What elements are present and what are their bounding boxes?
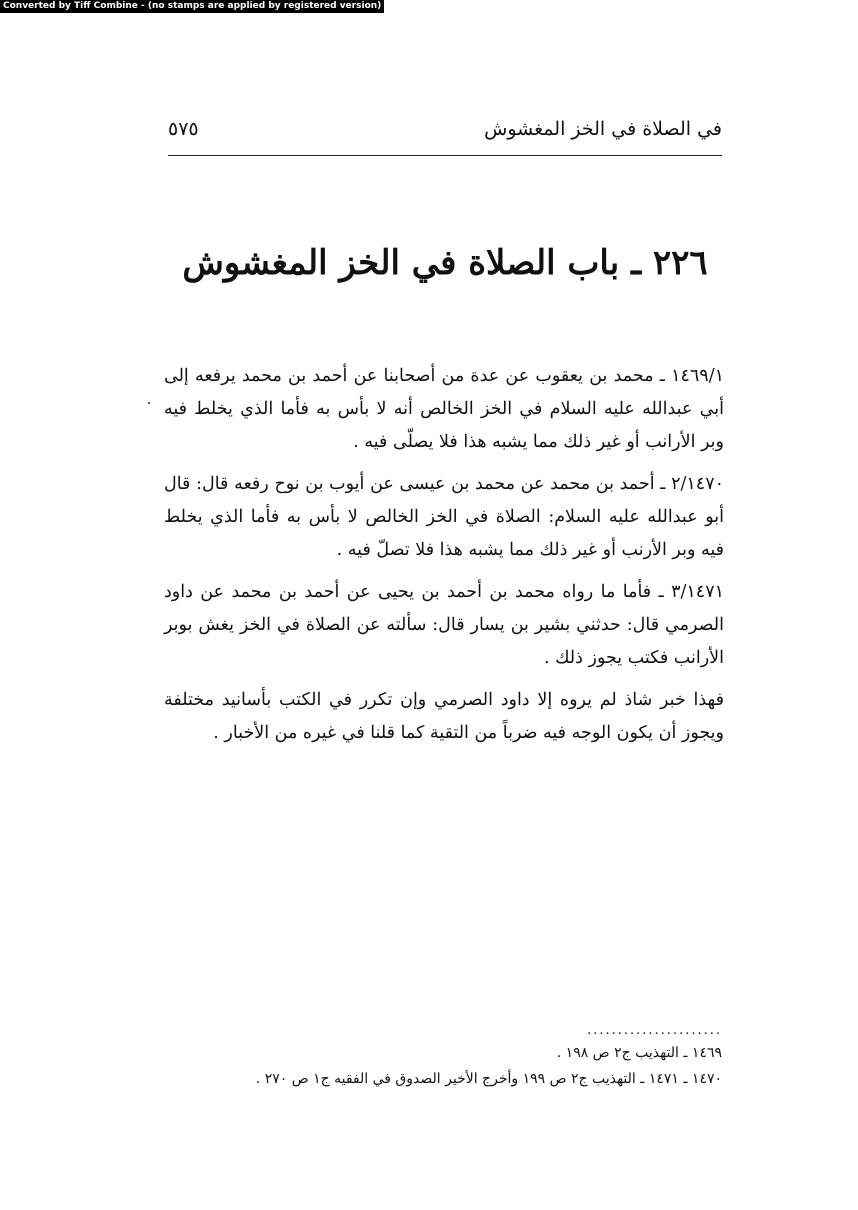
header-rule: [168, 155, 722, 156]
page-number: ٥٧٥: [168, 118, 199, 140]
hadith-1471: ٣/١٤٧١ ـ فأما ما رواه محمد بن أحمد بن يحيى عن أحمد بن محمد عن داود الصرمي قال: حدثني بشير بن يسار قال: سألته عن الصلاة في الخز يغش بوبر الأرانب فكتب يجوز ذلك .: [164, 582, 724, 668]
scan-speck: [148, 402, 150, 404]
running-title: في الصلاة في الخز المغشوش: [484, 118, 722, 140]
footnote-1470-1471: ١٤٧٠ ـ ١٤٧١ ـ التهذيب ج٢ ص ١٩٩ وأخرج الأخير الصدوق في الفقيه ج١ ص ٢٧٠ .: [255, 1071, 722, 1087]
conversion-stamp: Converted by Tiff Combine - (no stamps are applied by registered version): [0, 0, 384, 13]
footnotes: [200, 1022, 722, 1092]
chapter-title: ٢٢٦ ـ باب الصلاة في الخز المغشوش: [182, 243, 708, 283]
footnote-1469: ١٤٦٩ ـ التهذيب ج٢ ص ١٩٨ .: [556, 1045, 722, 1061]
page-header: [168, 112, 722, 156]
body-text: [164, 360, 724, 759]
hadith-1469: ١٤٦٩/١ ـ محمد بن يعقوب عن عدة من أصحابنا عن أحمد بن محمد يرفعه إلى أبي عبدالله عليه السلام في الخز الخالص أنه لا بأس به فأما الذي يخلط فيه وبر الأرانب أو غير ذلك مما يشبه هذا فلا يصلّى فيه .: [164, 366, 724, 452]
commentary-paragraph: فهذا خبر شاذ لم يروه إلا داود الصرمي وإن تكرر في الكتب بأسانيد مختلفة ويجوز أن يكون الوجه فيه ضرباً من التقية كما قلنا في غيره من الأخبار .: [164, 690, 724, 743]
footnote-separator: ......................: [587, 1023, 722, 1038]
hadith-1470: ٢/١٤٧٠ ـ أحمد بن محمد عن محمد بن عيسى عن أيوب بن نوح رفعه قال: قال أبو عبدالله عليه السلام: الصلاة في الخز الخالص لا بأس به فأما الذي يخلط فيه وبر الأرنب أو غير ذلك مما يشبه هذا فلا تصلّ فيه .: [164, 474, 724, 560]
